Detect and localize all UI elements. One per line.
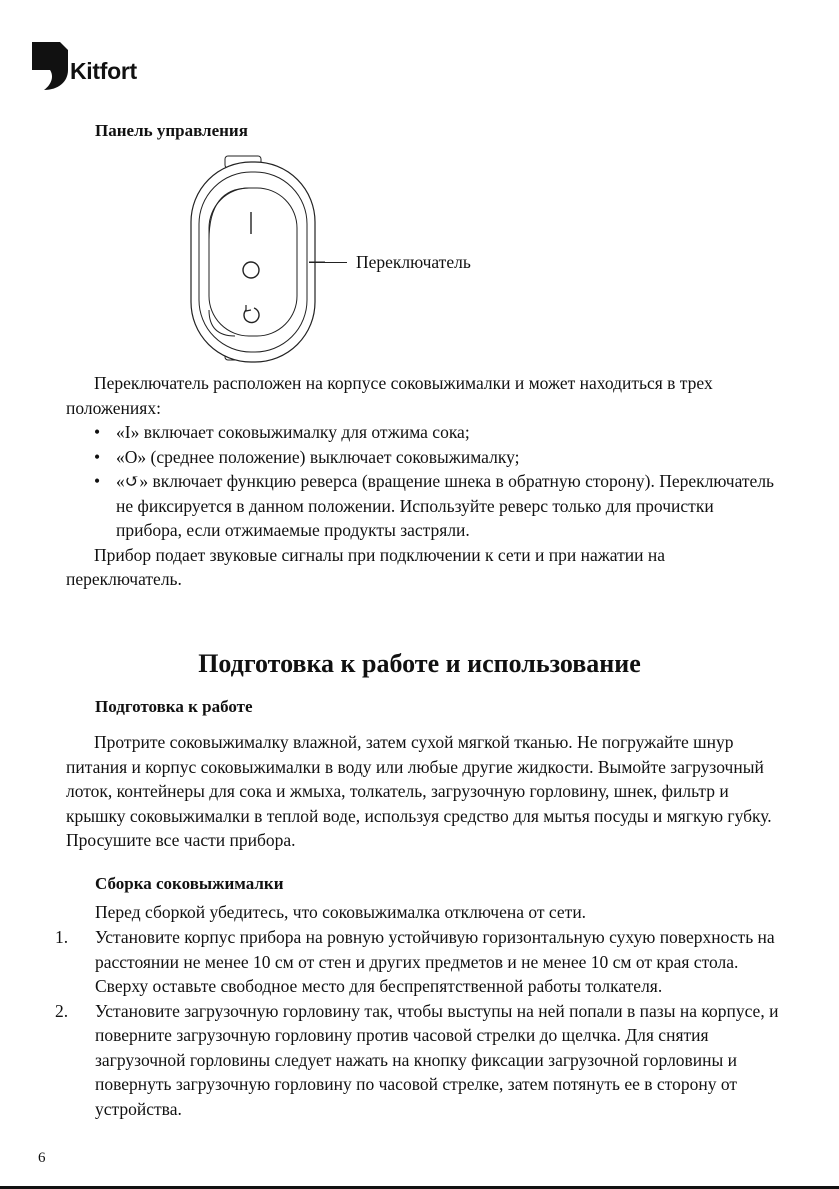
- prep-heading: Подготовка к работе: [95, 697, 253, 716]
- brand-name: Kitfort: [70, 58, 137, 84]
- kitfort-logo-icon: [30, 40, 70, 92]
- signals-paragraph: Прибор подает звуковые сигналы при подключении к сети и при нажатии на переключатель.: [66, 544, 666, 589]
- assembly-steps: [55, 925, 780, 1121]
- assembly-lead: Перед сборкой убедитесь, что соковыжималка отключена от сети.: [95, 902, 587, 922]
- switch-callout-label: Переключатель: [356, 252, 471, 272]
- brand-logo: [30, 40, 150, 100]
- intro-block: [66, 371, 776, 592]
- list-item: • «↺» включает функцию реверса (вращение шнека в обратную сторону). Переключатель не фиксируется в данном положении. Используйте реверс только для прочистки прибора, если отжимаемые продукты застряли.: [94, 471, 775, 540]
- assembly-heading: Сборка соковыжималки: [95, 874, 284, 893]
- list-item: 1. Установите корпус прибора на ровную устойчивую горизонтальную сухую поверхность на расстоянии не менее 10 см от стен и других предметов и не менее 10 см от края стола. Сверху оставьте свободное место для беспрепятственной работы толкателя.: [55, 927, 775, 996]
- callout-line: [309, 261, 349, 265]
- list-item: 2. Установите загрузочную горловину так, чтобы выступы на ней попали в пазы на корпусе, и поверните загрузочную горловину против часовой стрелки до щелчка. Для снятия загрузочной горловины следует нажать на кнопку фиксации загрузочной горловины и повернуть загрузочную горловину по часовой стрелке, затем потянуть ее в сторону от устройства.: [55, 1000, 779, 1119]
- control-panel-heading: Панель управления: [95, 121, 248, 140]
- section-title: Подготовка к работе и использование: [198, 649, 641, 678]
- switch-positions-list: [94, 420, 776, 543]
- list-item: • «I» включает соковыжималку для отжима сока;: [94, 422, 470, 442]
- switch-illustration: [185, 150, 325, 375]
- list-item: • «O» (среднее положение) выключает соковыжималку;: [94, 446, 520, 467]
- intro-lead: Переключатель расположен на корпусе соковыжималки и может находиться в трех положениях:: [66, 373, 713, 418]
- page-number: 6: [38, 1150, 46, 1166]
- prep-paragraph: Протрите соковыжималку влажной, затем сухой мягкой тканью. Не погружайте шнур питания и корпус соковыжималки в воду или любые другие жидкости. Вымойте загрузочный лоток, контейнеры для сока и жмыха, толкатель, загрузочную горловину, шнек, фильтр и крышку соковыжималки в теплой воде, используя средство для мытья посуды и мягкую губку. Просушите все части прибора.: [66, 732, 772, 850]
